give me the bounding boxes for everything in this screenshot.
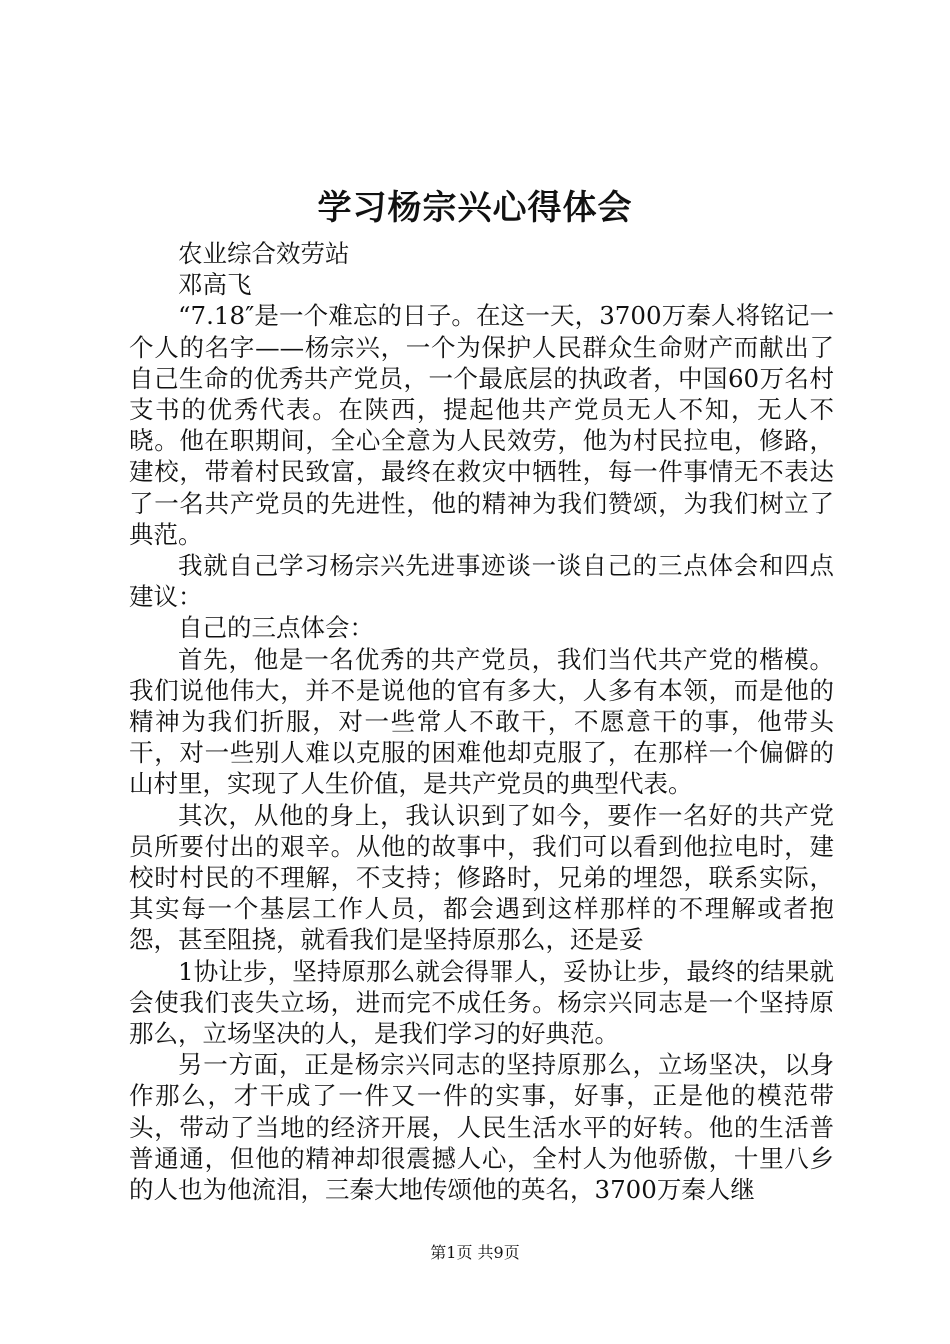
paragraph: 1协让步，坚持原那么就会得罪人，妥协让步，最终的结果就会使我们丧失立场，进而完不成任务。杨宗兴同志是一个坚持原那么，立场坚决的人，是我们学习的好典范。 <box>129 956 834 1049</box>
document-title: 学习杨宗兴心得体会 <box>317 188 633 228</box>
page-number-footer: 第1页 共9页 <box>430 1243 520 1262</box>
paragraph: 首先，他是一名优秀的共产党员，我们当代共产党的楷模。我们说他伟大，并不是说他的官有多大，人多有本领，而是他的精神为我们折服，对一些常人不敢干，不愿意干的事，他带头干，对一些别人难以克服的困难他却克服了，在那样一个偏僻的山村里，实现了人生价值，是共产党员的典型代表。 <box>129 644 834 799</box>
document-body <box>129 238 834 1205</box>
paragraph: 另一方面，正是杨宗兴同志的坚持原那么，立场坚决，以身作那么，才干成了一件又一件的实事，好事，正是他的模范带头，带动了当地的经济开展，人民生活水平的好转。他的生活普普通通，但他的精神却很震撼人心，全村人为他骄傲，十里八乡的人也为他流泪，三秦大地传颂他的英名，3700万秦人继 <box>129 1050 834 1205</box>
author-line: 邓高飞 <box>178 270 252 300</box>
organization-line: 农业综合效劳站 <box>178 239 350 268</box>
section-heading: 自己的三点体会： <box>178 613 374 643</box>
paragraph: “7.18″是一个难忘的日子。在这一天，3700万秦人将铭记一个人的名字——杨宗兴，一个为保护人民群众生命财产而献出了自己生命的优秀共产党员，一个最底层的执政者，中国60万名村支书的优秀代表。在陕西，提起他共产党员无人不知，无人不晓。他在职期间，全心全意为人民效劳，他为村民拉电，修路，建校，带着村民致富，最终在救灾中牺牲，每一件事情无不表达了一名共产党员的先进性，他的精神为我们赞颂，为我们树立了典范。 <box>129 301 834 549</box>
paragraph: 其次，从他的身上，我认识到了如今，要作一名好的共产党员所要付出的艰辛。从他的故事中，我们可以看到他拉电时，建校时村民的不理解，不支持；修路时，兄弟的埋怨，联系实际，其实每一个基层工作人员，都会遇到这样那样的不理解或者抱怨，甚至阻挠，就看我们是坚持原那么，还是妥 <box>129 800 834 955</box>
paragraph: 我就自己学习杨宗兴先进事迹谈一谈自己的三点体会和四点建议： <box>129 551 834 612</box>
